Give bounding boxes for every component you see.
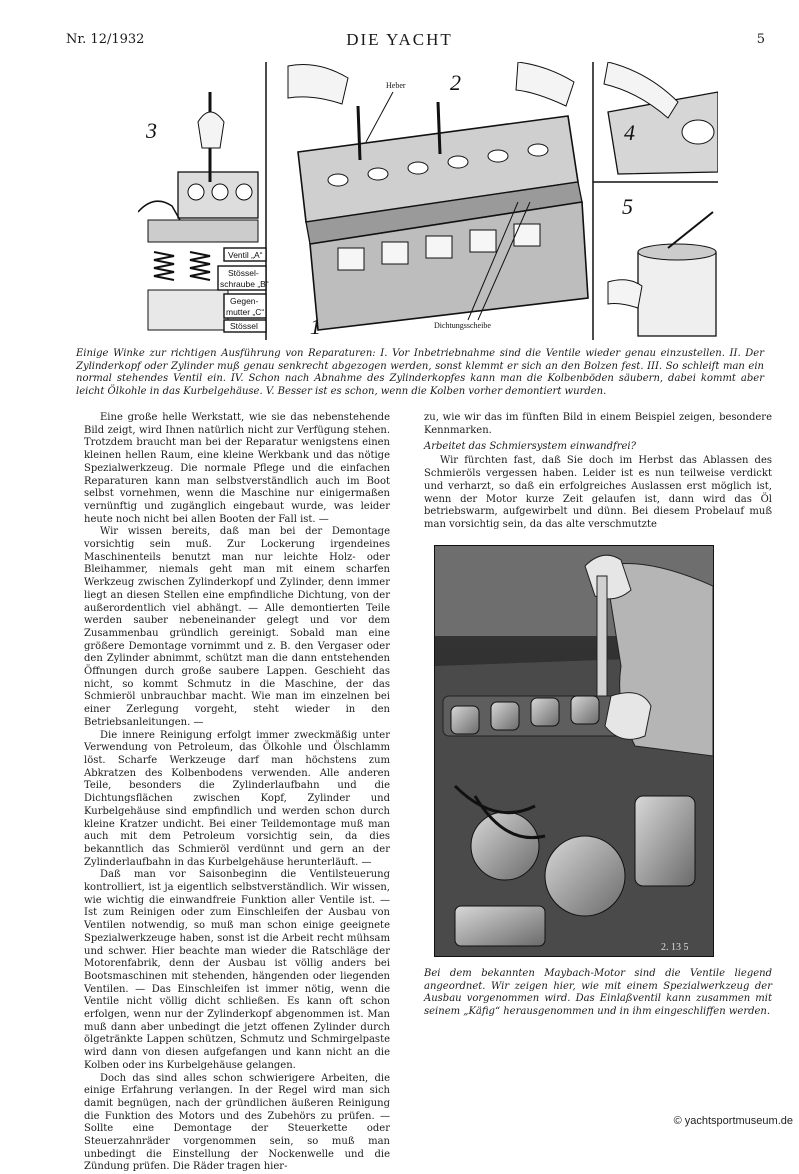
label-stoesselschraube-1: Stössel- <box>228 268 259 278</box>
page-header <box>0 30 799 52</box>
paragraph: Daß man vor Saisonbeginn die Ventilsteuerung kontrolliert, ist ja eigentlich selbstverständlich. Wir wissen, wie wichtig die einwandfreie Funktion aller Ventile ist. — Ist zum Reinigen oder zum Einschleifen der Ausbau von Ventilen notwendig, so muß man schon einige geeignete Spezialwerkzeuge haben, sonst ist die Arbeit recht mühsam und schwer. Hier beachte man wieder die Ratschläge der Motorenfabrik, denn der Ausbau ist völlig anders bei Bootsmaschinen mit stehenden, hängenden oder liegenden Ventilen. — Das Einschleifen ist immer nötig, wenn die Ventile nicht völlig dicht schließen. Es kann oft schon erfolgen, wenn nur der Zylinderkopf abgenommen ist. Man muß dann aber unbedingt die jetzt offenen Zylinder durch ölgetränkte Lappen schützen, Schmutz und Schmirgelpaste wird dann von diesen aufgefangen und kann nicht an die Kolben oder ins Kurbelgehäuse gelangen. <box>84 869 390 1071</box>
paragraph: Wir fürchten fast, daß Sie doch im Herbst das Ablassen des Schmieröls vergessen haben. Leider ist es nun teilweise verdickt und verharzt, so daß ein erfolgreiches Auslassen erst möglich ist, wenn der Motor kurze Zeit gelaufen ist, dann wird das Öl betriebswarm, aufgewirbelt und dünn. Bei diesem Probelauf muß man vorsichtig sein, da das alte verschmutzte <box>424 455 772 530</box>
label-heber: Heber <box>386 81 406 90</box>
paragraph: Die innere Reinigung erfolgt immer zweckmäßig unter Verwendung von Petroleum, das Ölkohle und Ölschlamm löst. Scharfe Werkzeuge darf man höchstens zum Abkratzen des Kolbenbodens verwenden. Alle anderen Teile, besonders die Zylinderlaufbahn und die Dichtungsflächen zwischen Kopf, Zylinder und Kurbelgehäuse sind empfindlich und werden schon durch kleine Kratzer undicht. Bei einer Teildemontage muß man auch mit dem Petroleum vorsichtig sein, da dies bekanntlich das Schmieröl verdünnt und gern an der Zylinderlaufbahn in das Kurbelgehäuse herunterläuft. — <box>84 729 390 868</box>
label-ventil: Ventil „A“ <box>228 250 263 260</box>
paragraph-continuation: zu, wie wir das im fünften Bild in einem Beispiel zeigen, besondere Kennmarken. <box>424 412 772 436</box>
paragraph: Eine große helle Werkstatt, wie sie das nebenstehende Bild zeigt, wird Ihnen natürlich nicht zur Verfügung stehen. Trotzdem braucht man bei der Reparatur wenigstens einen kleinen hellen Raum, eine kleine Werkbank und das nötige Spezialwerkzeug. Die normale Pflege und die einfachen Reparaturen kann man selbstverständlich auch im Boot selbst vornehmen, wenn die Maschine nur einigermaßen vernünftig und zugänglich eingebaut wurde, was leider heute noch nicht bei allen Booten der Fall ist. — <box>84 412 390 525</box>
watermark <box>674 1115 793 1127</box>
label-gegenmutter-1: Gegen- <box>230 296 259 306</box>
panel-piston-jar <box>608 212 716 336</box>
article-right-column <box>424 412 772 532</box>
panel-cylinder-head <box>288 62 588 330</box>
label-gegenmutter-2: mutter „C“ <box>226 307 265 317</box>
panel-piston-cleaning <box>604 62 718 174</box>
watermark-text: © yachtsportmuseum.de <box>673 1115 793 1127</box>
photo-mark: 2. 13 5 <box>661 942 689 953</box>
engine-photo <box>434 545 714 957</box>
section-heading: Arbeitet das Schmiersystem einwandfrei? <box>424 441 636 453</box>
label-stoessel: Stössel <box>230 321 258 331</box>
panel-number-4: 4 <box>624 120 635 145</box>
panel-number-3: 3 <box>146 118 157 143</box>
illustration-caption <box>76 348 764 398</box>
issue-number: Nr. 12/1932 <box>66 32 145 47</box>
panel-number-5: 5 <box>622 194 633 219</box>
panel-number-2: 2 <box>450 70 461 95</box>
valve-labels <box>218 248 269 332</box>
page-number: 5 <box>756 32 765 47</box>
photo-caption <box>424 968 772 1018</box>
repair-illustration <box>138 62 718 340</box>
paragraph: Wir wissen bereits, daß man bei der Demontage vorsichtig sein muß. Zur Lockerung irgendeines Maschinenteils benutzt man nur leichte Holz- oder Bleihammer, niemals geht man mit einem scharfen Werkzeug zwischen Zylinderkopf und Zylinder, denn immer liegt an diesen Stellen eine empfindliche Dichtung, von der außerordentlich viel abhängt. — Alle demontierten Teile werden sauber nebeneinander gelegt und vor dem Zusammenbau gründlich gereinigt. Sobald man eine größere Demontage vornimmt und z. B. den Vergaser oder den Zylinder abnimmt, schützt man die dann entstehenden Öffnungen durch große saubere Lappen. Geschieht das nicht, so kommt Schmutz in die Maschine, der das Schmieröl unbrauchbar macht. Wie man im einzelnen bei einer Zerlegung vorgeht, steht wieder in den Betriebsanleitungen. — <box>84 526 390 728</box>
label-dichtungsscheibe: Dichtungsscheibe <box>434 321 491 330</box>
article-left-column <box>84 412 390 1174</box>
illustration-caption-text: Einige Winke zur richtigen Ausführung von Reparaturen: I. Vor Inbetriebnahme sind die Ventile wieder genau einzustellen. II. Der Zylinderkopf oder Zylinder muß genau senkrecht abgezogen werden, sonst klemmt er sich an den Bolzen fest. III. So schleift man ein normal stehendes Ventil ein. IV. Schon nach Abnahme des Zylinderkopfes kann man die Kolbenböden säubern, dabei kommt aber leicht Ölkohle in das Kurbelgehäuse. V. Besser ist es schon, wenn die Kolben vorher demontiert wurden. <box>76 348 764 397</box>
label-stoesselschraube-2: schraube „B“ <box>220 279 269 289</box>
magazine-title: DIE YACHT <box>346 30 453 49</box>
panel-number-1: 1 <box>310 314 321 339</box>
paragraph: Doch das sind alles schon schwierigere Arbeiten, die einige Erfahrung verlangen. In der Regel wird man sich damit begnügen, nach der gründlichen äußeren Reinigung die Funktion des Motors und des Zubehörs zu prüfen. — Sollte eine Demontage der Steuerkette oder Steuerzahnräder vorgenommen sein, so muß man unbedingt die Einstellung der Nockenwelle und die Zündung prüfen. Die Räder tragen hier- <box>84 1072 390 1173</box>
photo-caption-text: Bei dem bekannten Maybach-Motor sind die Ventile liegend angeordnet. Wir zeigen hier, wie mit einem Spezialwerkzeug der Ausbau vorgenommen wird. Das Einlaßventil kann zusammen mit seinem „Käfig“ herausgenommen und in ihm eingeschliffen werden. <box>424 968 772 1017</box>
